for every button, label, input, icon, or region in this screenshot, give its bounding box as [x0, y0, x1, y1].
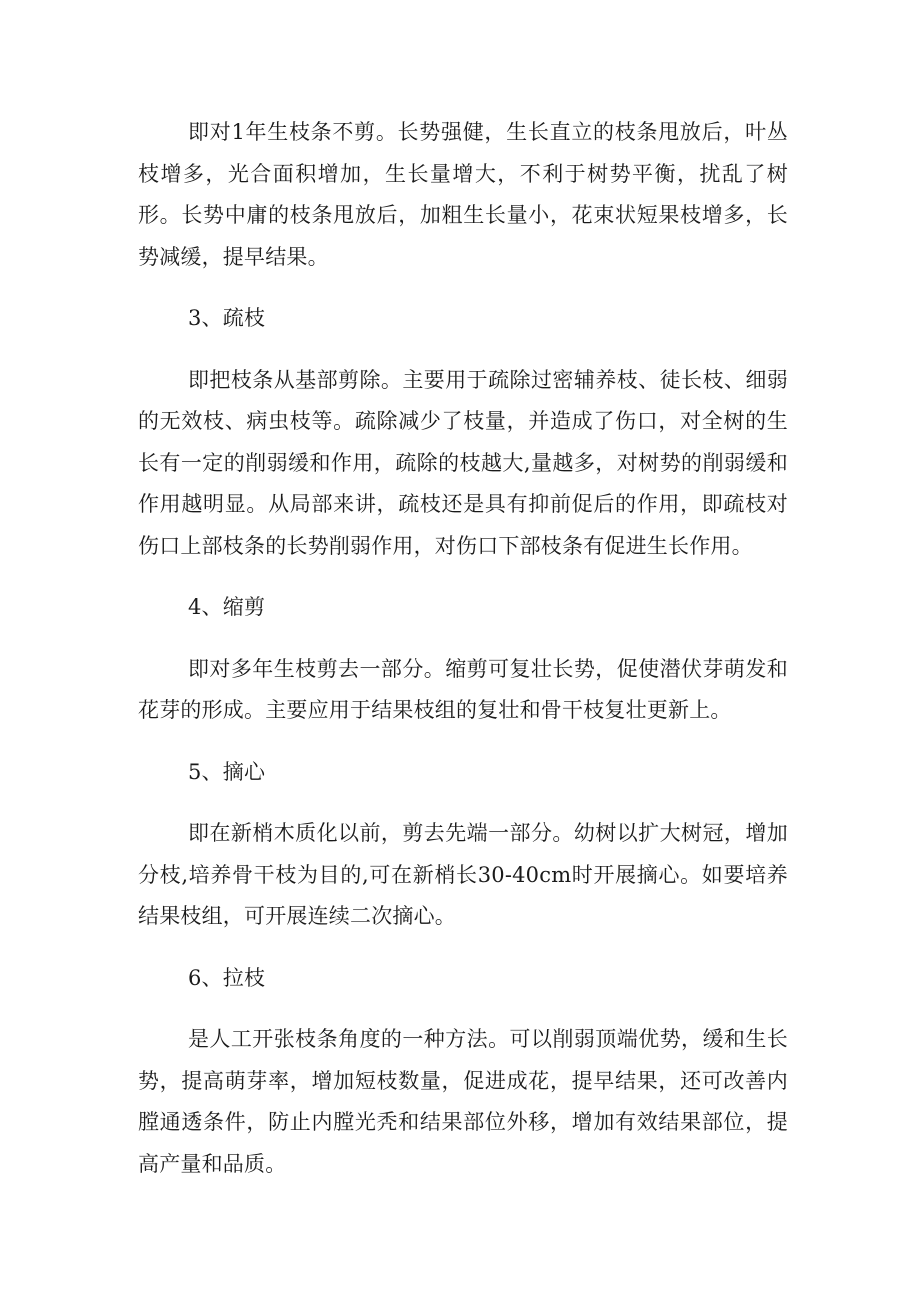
heading-branch-bending: 6、拉枝 — [188, 965, 266, 990]
paragraph-branch-bending: 是人工开张枝条角度的一种方法。可以削弱顶端优势，缓和生长势，提高萌芽率，增加短枝数量，促进成花，提早结果，还可改善内膛通透条件，防止内膛光秃和结果部位外移，增加有效结果部位，提高产量和品质。 — [138, 1027, 788, 1176]
paragraph-heading-back: 即对多年生枝剪去一部分。缩剪可复壮长势，促使潜伏芽萌发和花芽的形成。主要应用于结果枝组的复壮和骨干枝复壮更新上。 — [138, 656, 788, 722]
document-page — [138, 112, 788, 1205]
paragraph-thinning: 即把枝条从基部剪除。主要用于疏除过密辅养枝、徒长枝、细弱的无效枝、病虫枝等。疏除减少了枝量，并造成了伤口，对全树的生长有一定的削弱缓和作用，疏除的枝越大,量越多，对树势的削弱缓和作用越明显。从局部来讲，疏枝还是具有抑前促后的作用，即疏枝对伤口上部枝条的长势削弱作用，对伤口下部枝条有促进生长作用。 — [138, 367, 788, 558]
heading-thinning: 3、疏枝 — [188, 306, 266, 330]
paragraph-pinching: 即在新梢木质化以前，剪去先端一部分。幼树以扩大树冠，增加分枝,培养骨干枝为目的,可在新梢长30-40cm时开展摘心。如要培养结果枝组，可开展连续二次摘心。 — [138, 821, 788, 928]
heading-heading-back: 4、缩剪 — [188, 595, 266, 619]
heading-pinching: 5、摘心 — [188, 759, 266, 784]
paragraph-non-pruning: 即对1年生枝条不剪。长势强健，生长直立的枝条甩放后，叶丛枝增多，光合面积增加，生长量增大，不利于树势平衡，扰乱了树形。长势中庸的枝条甩放后，加粗生长量小，花束状短果枝增多，长势减缓，提早结果。 — [138, 120, 788, 269]
